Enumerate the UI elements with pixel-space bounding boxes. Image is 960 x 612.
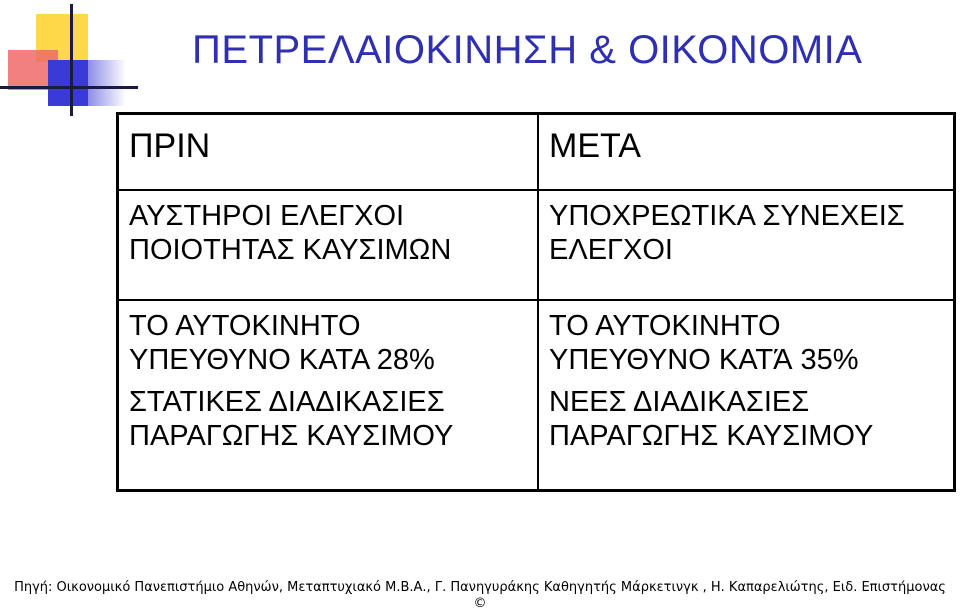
after-row2-line1: ΤΟ ΑΥΤΟΚΙΝΗΤΟ — [549, 310, 781, 342]
before-row2-line1: ΤΟ ΑΥΤΟΚΙΝΗΤΟ — [129, 310, 361, 342]
after-row2-line4: ΠΑΡΑΓΩΓΗΣ ΚΑΥΣΙΜΟΥ — [549, 420, 874, 452]
logo-blue-square — [48, 60, 88, 106]
before-row1-line1: ΑΥΣΤΗΡΟΙ ΕΛΕΓΧΟΙ — [129, 200, 405, 232]
before-header: ΠΡΙΝ — [119, 115, 539, 191]
source-text: Πηγή: Οικονομικό Πανεπιστήμιο Αθηνών, Μεταπτυχιακό Μ.Β.Α., Γ. Πανηγυράκης Καθηγητής Μάρκετινγκ , Η. Καπαρελιώτης, Ειδ. Επιστήμονας — [14, 580, 946, 595]
before-cell-row1 — [119, 191, 539, 301]
before-row2-line3: ΣΤΑΤΙΚΕΣ ΔΙΑΔΙΚΑΣΙΕΣ — [129, 386, 445, 418]
before-cell-row2 — [119, 301, 539, 489]
after-row1-line1: ΥΠΟΧΡΕΩΤΙΚΑ ΣΥΝΕΧΕΙΣ — [549, 200, 905, 232]
corner-logo — [0, 0, 140, 120]
logo-horizontal-line — [0, 86, 138, 89]
after-cell-row1 — [539, 191, 953, 301]
after-header: ΜΕΤΑ — [539, 115, 953, 191]
before-row1-line2: ΠΟΙΟΤΗΤΑΣ ΚΑΥΣΙΜΩΝ — [129, 234, 452, 266]
before-row2-line2: ΥΠΕΥΘΥΝΟ ΚΑΤΑ 28% — [129, 344, 435, 376]
logo-blue-fade — [88, 60, 126, 106]
before-row2-line4: ΠΑΡΑΓΩΓΗΣ ΚΑΥΣΙΜΟΥ — [129, 420, 454, 452]
copyright-symbol: © — [473, 596, 487, 611]
after-cell-row2 — [539, 301, 953, 489]
after-row2-line2: ΥΠΕΥΘΥΝΟ ΚΑΤΆ 35% — [549, 344, 859, 376]
source-footer — [0, 580, 960, 612]
after-row2-line3: ΝΕΕΣ ΔΙΑΔΙΚΑΣΙΕΣ — [549, 386, 810, 418]
slide-title: ΠΕΤΡΕΛΑΙΟΚΙΝΗΣΗ & ΟΙΚΟΝΟΜΙΑ — [192, 28, 863, 72]
after-row1-line2: ΕΛΕΓΧΟΙ — [549, 234, 673, 266]
comparison-table — [116, 112, 956, 492]
logo-vertical-line — [70, 4, 73, 116]
